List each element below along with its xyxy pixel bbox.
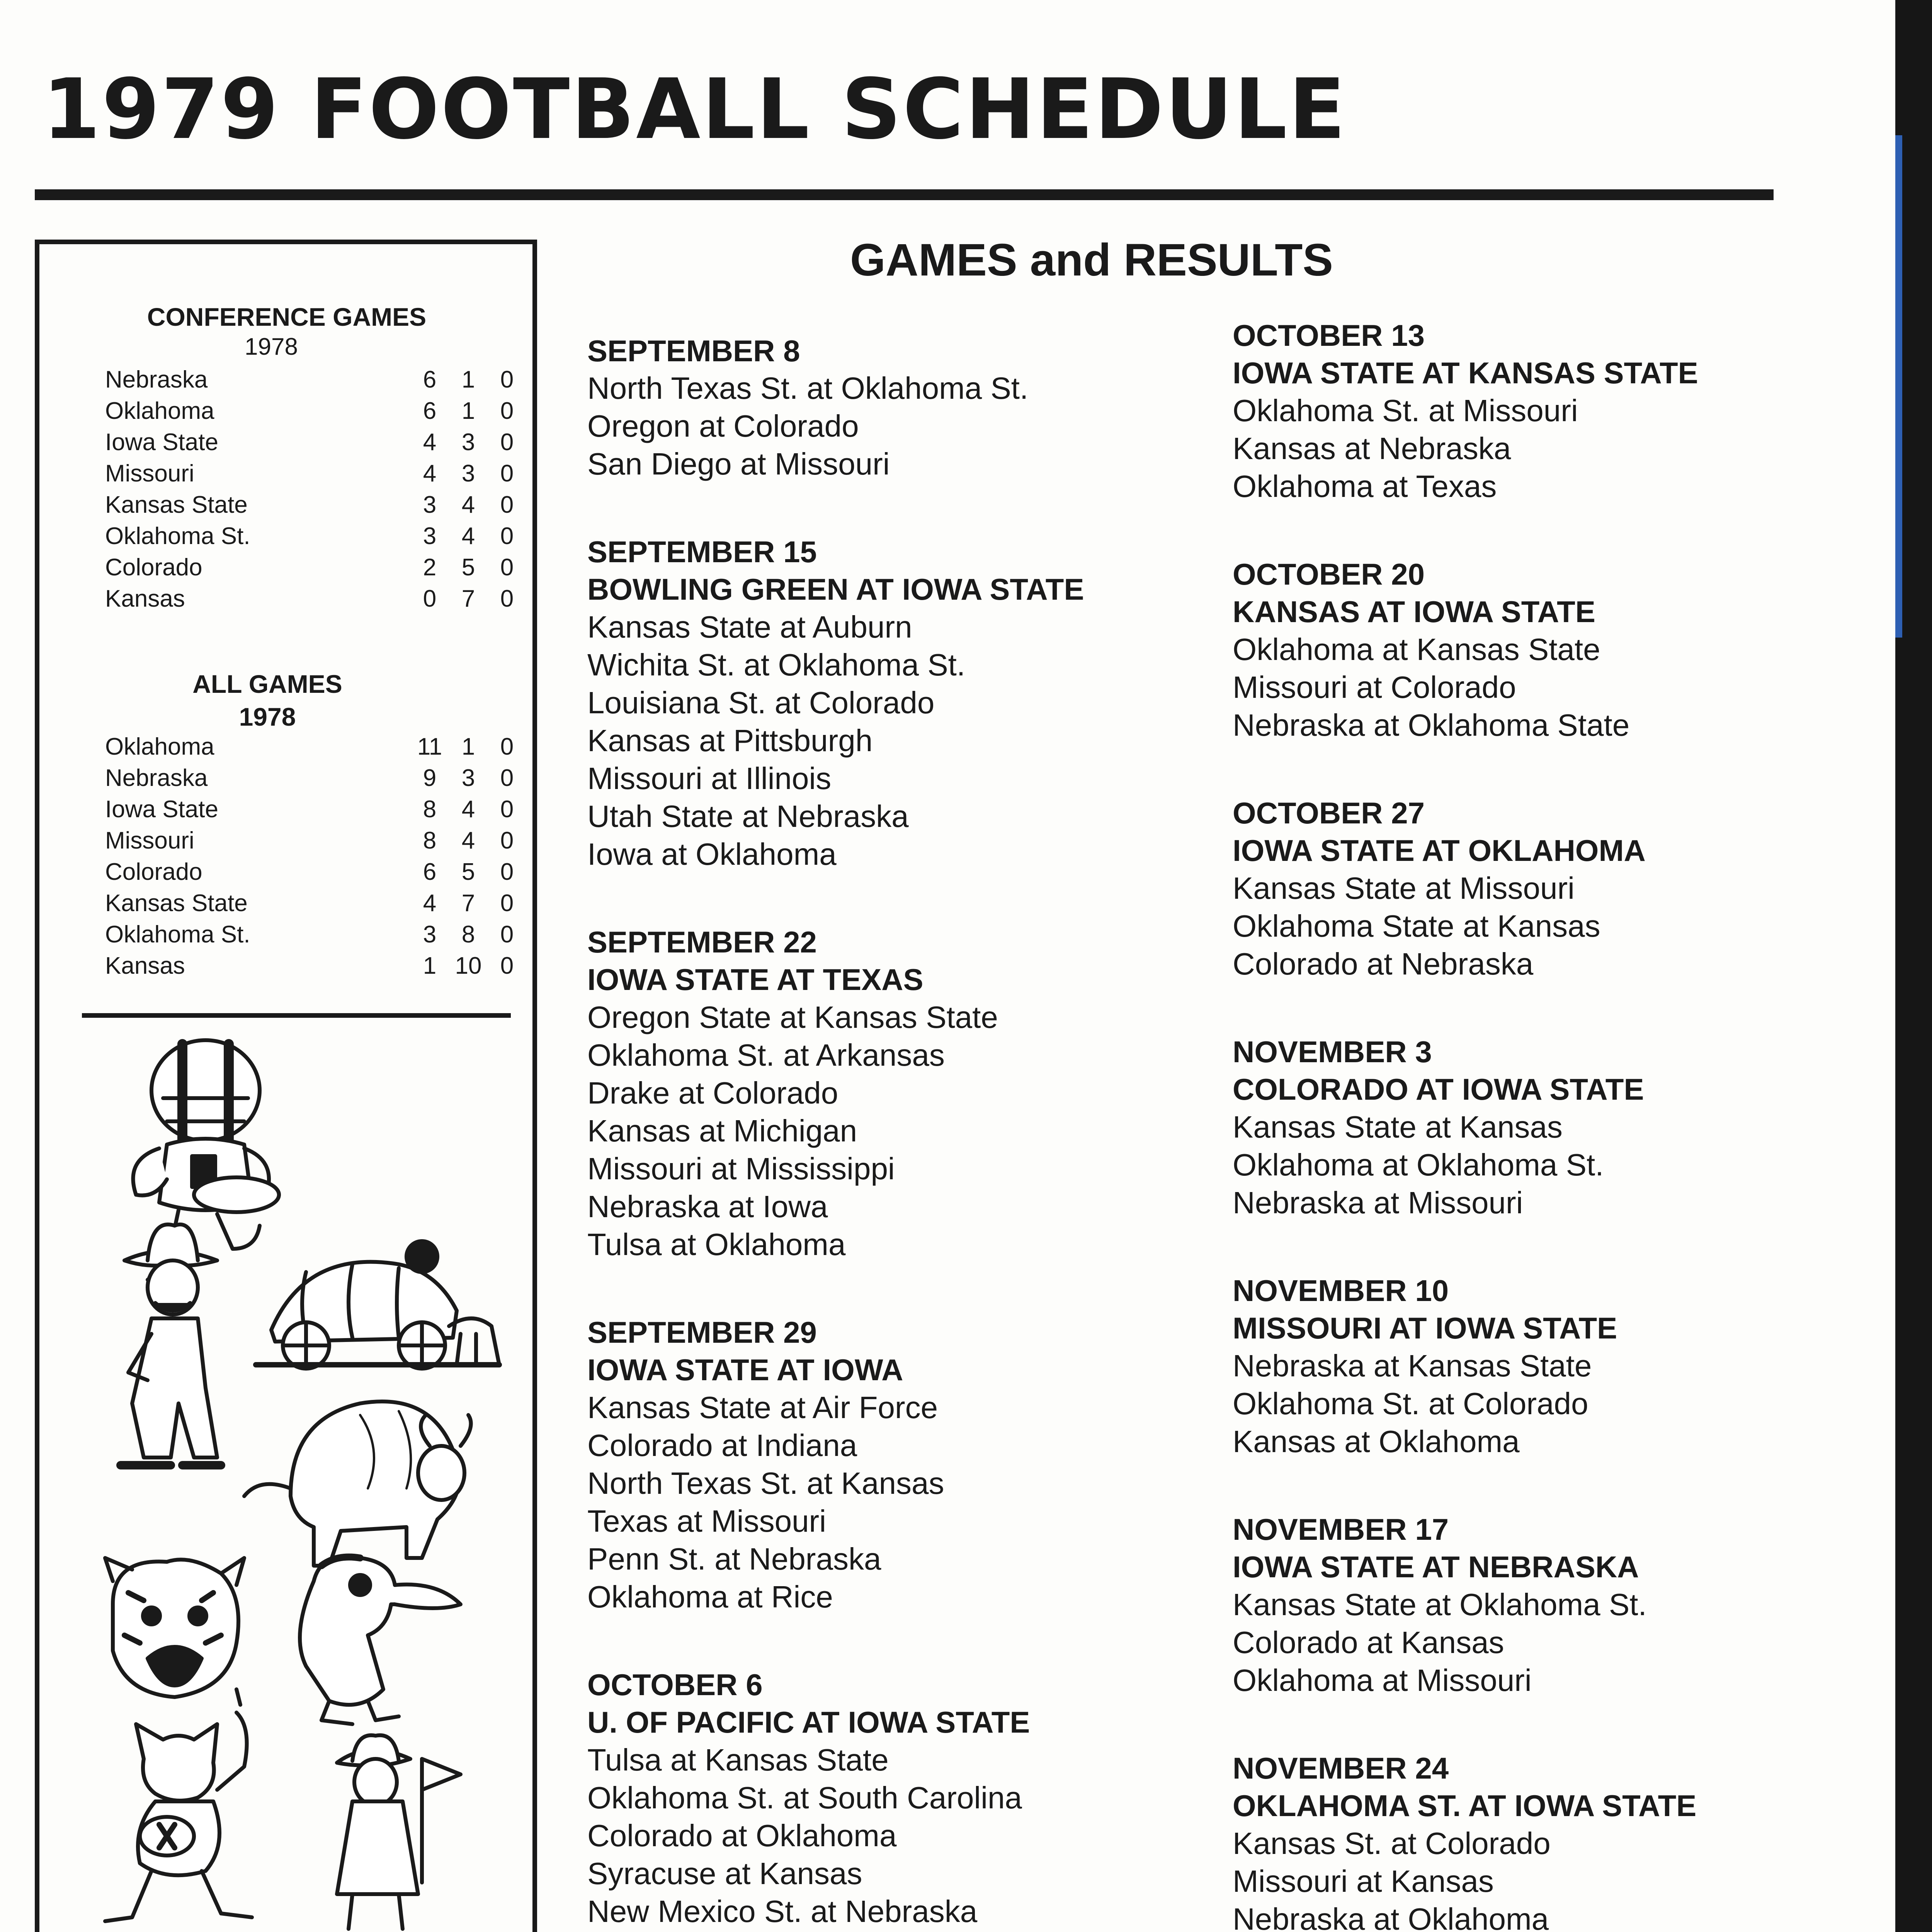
losses: 4: [461, 492, 475, 518]
schedule-week: [1233, 1750, 1851, 1932]
game-line: Colorado at Oklahoma: [587, 1818, 897, 1853]
ties: 0: [500, 827, 514, 854]
schedule-week: [587, 923, 1206, 1264]
standings-row: [105, 429, 538, 459]
game-line: San Diego at Missouri: [587, 447, 890, 481]
game-line: Syracuse at Kansas: [587, 1856, 862, 1891]
team-name: Missouri: [105, 460, 194, 487]
wins: 3: [423, 921, 437, 948]
schedule-week: [587, 1666, 1206, 1930]
ties: 0: [500, 921, 514, 948]
standings-row: [105, 522, 538, 553]
game-line: Kansas at Michigan: [587, 1114, 857, 1148]
team-name: Oklahoma: [105, 733, 214, 760]
game-line: Oklahoma at Rice: [587, 1580, 833, 1614]
game-line: Wichita St. at Oklahoma St.: [587, 648, 966, 682]
game-line: Nebraska at Oklahoma State: [1233, 708, 1630, 742]
ties: 0: [500, 952, 514, 979]
all-games-year: 1978: [239, 702, 296, 731]
ties: 0: [500, 859, 514, 885]
losses: 5: [461, 859, 475, 885]
week-date: OCTOBER 27: [1233, 796, 1425, 830]
wins: 8: [423, 796, 437, 823]
game-line: Drake at Colorado: [587, 1076, 838, 1110]
losses: 4: [461, 796, 475, 823]
wins: 0: [423, 585, 437, 612]
wins: 6: [423, 366, 437, 393]
standings-row: [105, 858, 538, 889]
losses: 7: [461, 585, 475, 612]
schedule-week: [1233, 1511, 1851, 1699]
ties: 0: [500, 733, 514, 760]
covered-wagon-icon: [256, 1241, 499, 1369]
wins: 9: [423, 765, 437, 791]
team-name: Nebraska: [105, 366, 208, 393]
standings-row: [105, 554, 538, 585]
standings-divider: [82, 1013, 511, 1018]
game-line: Oklahoma State at Kansas: [1233, 909, 1600, 943]
week-date: SEPTEMBER 29: [587, 1315, 817, 1349]
wins: 3: [423, 523, 437, 549]
standings-row: [105, 491, 538, 522]
team-name: Oklahoma: [105, 398, 214, 424]
wins: 4: [423, 460, 437, 487]
tiger-head-icon: [105, 1558, 244, 1697]
game-line: Missouri at Kansas: [1233, 1864, 1494, 1898]
game-line: Oklahoma St. at South Carolina: [587, 1781, 1022, 1815]
wildcat-mascot-icon: [105, 1689, 252, 1921]
featured-game: IOWA STATE AT OKLAHOMA: [1233, 833, 1646, 867]
standings-row: [105, 733, 538, 764]
week-date: NOVEMBER 17: [1233, 1512, 1449, 1546]
game-line: Kansas State at Oklahoma St.: [1233, 1587, 1647, 1622]
losses: 7: [461, 890, 475, 917]
losses: 4: [461, 523, 475, 549]
standings-row: [105, 889, 538, 920]
schedule-right-column: [1233, 317, 1851, 1932]
game-line: Oregon State at Kansas State: [587, 1000, 998, 1034]
game-line: Kansas State at Kansas: [1233, 1110, 1563, 1144]
week-date: SEPTEMBER 22: [587, 925, 817, 959]
wins: 6: [423, 859, 437, 885]
featured-game: OKLAHOMA ST. AT IOWA STATE: [1233, 1789, 1697, 1823]
schedule-title: GAMES and RESULTS: [850, 235, 1333, 286]
featured-game: IOWA STATE AT NEBRASKA: [1233, 1550, 1639, 1584]
team-name: Oklahoma St.: [105, 523, 250, 549]
ties: 0: [500, 765, 514, 791]
week-date: SEPTEMBER 8: [587, 334, 800, 368]
featured-game: BOWLING GREEN AT IOWA STATE: [587, 572, 1084, 606]
game-line: Colorado at Nebraska: [1233, 947, 1534, 981]
losses: 3: [461, 460, 475, 487]
game-line: Nebraska at Missouri: [1233, 1185, 1523, 1220]
standings-row: [105, 952, 538, 983]
ties: 0: [500, 366, 514, 393]
ties: 0: [500, 492, 514, 518]
all-games-title: ALL GAMES: [192, 670, 342, 698]
team-name: Nebraska: [105, 765, 208, 791]
game-line: Kansas State at Missouri: [1233, 871, 1575, 905]
game-line: Oklahoma St. at Colorado: [1233, 1386, 1588, 1421]
conference-games-year: 1978: [245, 333, 298, 360]
wins: 3: [423, 492, 437, 518]
schedule-left-column: [587, 332, 1206, 1932]
team-name: Oklahoma St.: [105, 921, 250, 948]
losses: 3: [461, 765, 475, 791]
game-line: Colorado at Indiana: [587, 1428, 857, 1463]
ties: 0: [500, 890, 514, 917]
losses: 8: [461, 921, 475, 948]
game-line: Kansas at Oklahoma: [1233, 1424, 1520, 1459]
losses: 1: [461, 398, 475, 424]
standings-row: [105, 921, 538, 952]
ties: 0: [500, 523, 514, 549]
ties: 0: [500, 460, 514, 487]
game-line: Oklahoma at Oklahoma St.: [1233, 1148, 1604, 1182]
game-line: Oklahoma at Missouri: [1233, 1663, 1532, 1697]
game-line: Kansas at Pittsburgh: [587, 723, 873, 758]
wins: 2: [423, 554, 437, 581]
wins: 4: [423, 890, 437, 917]
wins: 4: [423, 429, 437, 456]
schedule-week: [587, 1314, 1206, 1616]
week-date: OCTOBER 6: [587, 1668, 763, 1702]
losses: 1: [461, 733, 475, 760]
team-name: Iowa State: [105, 429, 218, 456]
schedule-week: [587, 533, 1206, 873]
wins: 11: [417, 733, 442, 760]
team-name: Kansas: [105, 952, 185, 979]
week-date: NOVEMBER 10: [1233, 1274, 1449, 1308]
ties: 0: [500, 796, 514, 823]
schedule-week: [1233, 1033, 1851, 1222]
game-line: Missouri at Mississippi: [587, 1151, 895, 1186]
game-line: Kansas State at Auburn: [587, 610, 912, 644]
page-title: 1979 FOOTBALL SCHEDULE: [43, 61, 1347, 158]
standings-row: [105, 585, 538, 616]
title-rule: [35, 189, 1774, 200]
standings-box: [35, 240, 537, 1932]
featured-game: COLORADO AT IOWA STATE: [1233, 1072, 1644, 1106]
game-line: Iowa at Oklahoma: [587, 837, 837, 871]
featured-game: IOWA STATE AT IOWA: [587, 1353, 903, 1387]
page-edge: [1895, 0, 1932, 1932]
ties: 0: [500, 554, 514, 581]
game-line: Nebraska at Kansas State: [1233, 1349, 1592, 1383]
game-line: Louisiana St. at Colorado: [587, 685, 935, 720]
cowboy-with-flag-icon: [337, 1735, 461, 1929]
wins: 1: [423, 952, 437, 979]
game-line: Oregon at Colorado: [587, 409, 859, 443]
jayhawk-icon: [300, 1556, 461, 1724]
schedule-week: [1233, 317, 1851, 505]
schedule-week: [1233, 1272, 1851, 1461]
game-line: Oklahoma at Texas: [1233, 469, 1497, 503]
losses: 10: [455, 952, 482, 979]
schedule-week: [587, 332, 1206, 483]
game-line: Texas at Missouri: [587, 1504, 826, 1538]
week-date: NOVEMBER 24: [1233, 1751, 1449, 1785]
game-line: Penn St. at Nebraska: [587, 1542, 881, 1576]
team-name: Kansas State: [105, 890, 248, 917]
team-name: Kansas State: [105, 492, 248, 518]
standings-row: [105, 460, 538, 491]
standings-row: [105, 827, 538, 858]
game-line: Tulsa at Kansas State: [587, 1743, 889, 1777]
game-line: Kansas State at Air Force: [587, 1390, 938, 1425]
ties: 0: [500, 398, 514, 424]
team-name: Colorado: [105, 554, 202, 581]
cowboy-mascot-icon: [121, 1225, 221, 1465]
losses: 1: [461, 366, 475, 393]
schedule-week: [1233, 556, 1851, 744]
game-line: New Mexico St. at Nebraska: [587, 1894, 978, 1929]
game-line: Utah State at Nebraska: [587, 799, 909, 833]
featured-game: IOWA STATE AT TEXAS: [587, 963, 923, 997]
ties: 0: [500, 585, 514, 612]
losses: 5: [461, 554, 475, 581]
game-line: Nebraska at Iowa: [587, 1189, 828, 1224]
standings-row: [105, 764, 538, 795]
team-name: Missouri: [105, 827, 194, 854]
game-line: Kansas St. at Colorado: [1233, 1826, 1551, 1861]
game-line: Kansas at Nebraska: [1233, 431, 1511, 466]
week-date: OCTOBER 13: [1233, 318, 1425, 352]
standings-row: [105, 366, 538, 397]
conference-games-title: CONFERENCE GAMES: [147, 303, 427, 331]
week-date: SEPTEMBER 15: [587, 535, 817, 569]
featured-game: MISSOURI AT IOWA STATE: [1233, 1311, 1617, 1345]
game-line: Missouri at Colorado: [1233, 670, 1516, 704]
game-line: North Texas St. at Kansas: [587, 1466, 944, 1500]
standings-row: [105, 796, 538, 827]
standings-row: [105, 397, 538, 428]
mascot-illustrations: [90, 1032, 507, 1932]
game-line: Tulsa at Oklahoma: [587, 1227, 846, 1262]
game-line: Oklahoma at Kansas State: [1233, 632, 1600, 667]
game-line: Oklahoma St. at Missouri: [1233, 393, 1578, 428]
wins: 8: [423, 827, 437, 854]
game-line: Nebraska at Oklahoma: [1233, 1902, 1549, 1932]
week-date: OCTOBER 20: [1233, 557, 1425, 591]
featured-game: U. OF PACIFIC AT IOWA STATE: [587, 1705, 1030, 1739]
buffalo-icon: [244, 1401, 471, 1566]
game-line: North Texas St. at Oklahoma St.: [587, 371, 1029, 405]
losses: 4: [461, 827, 475, 854]
week-date: NOVEMBER 3: [1233, 1035, 1432, 1069]
team-name: Colorado: [105, 859, 202, 885]
game-line: Missouri at Illinois: [587, 761, 832, 796]
game-line: Colorado at Kansas: [1233, 1625, 1504, 1660]
team-name: Kansas: [105, 585, 185, 612]
losses: 3: [461, 429, 475, 456]
featured-game: KANSAS AT IOWA STATE: [1233, 595, 1595, 629]
wins: 6: [423, 398, 437, 424]
edge-accent: [1895, 135, 1902, 638]
schedule-week: [1233, 794, 1851, 983]
featured-game: IOWA STATE AT KANSAS STATE: [1233, 356, 1698, 390]
team-name: Iowa State: [105, 796, 218, 823]
game-line: Oklahoma St. at Arkansas: [587, 1038, 945, 1072]
ties: 0: [500, 429, 514, 456]
